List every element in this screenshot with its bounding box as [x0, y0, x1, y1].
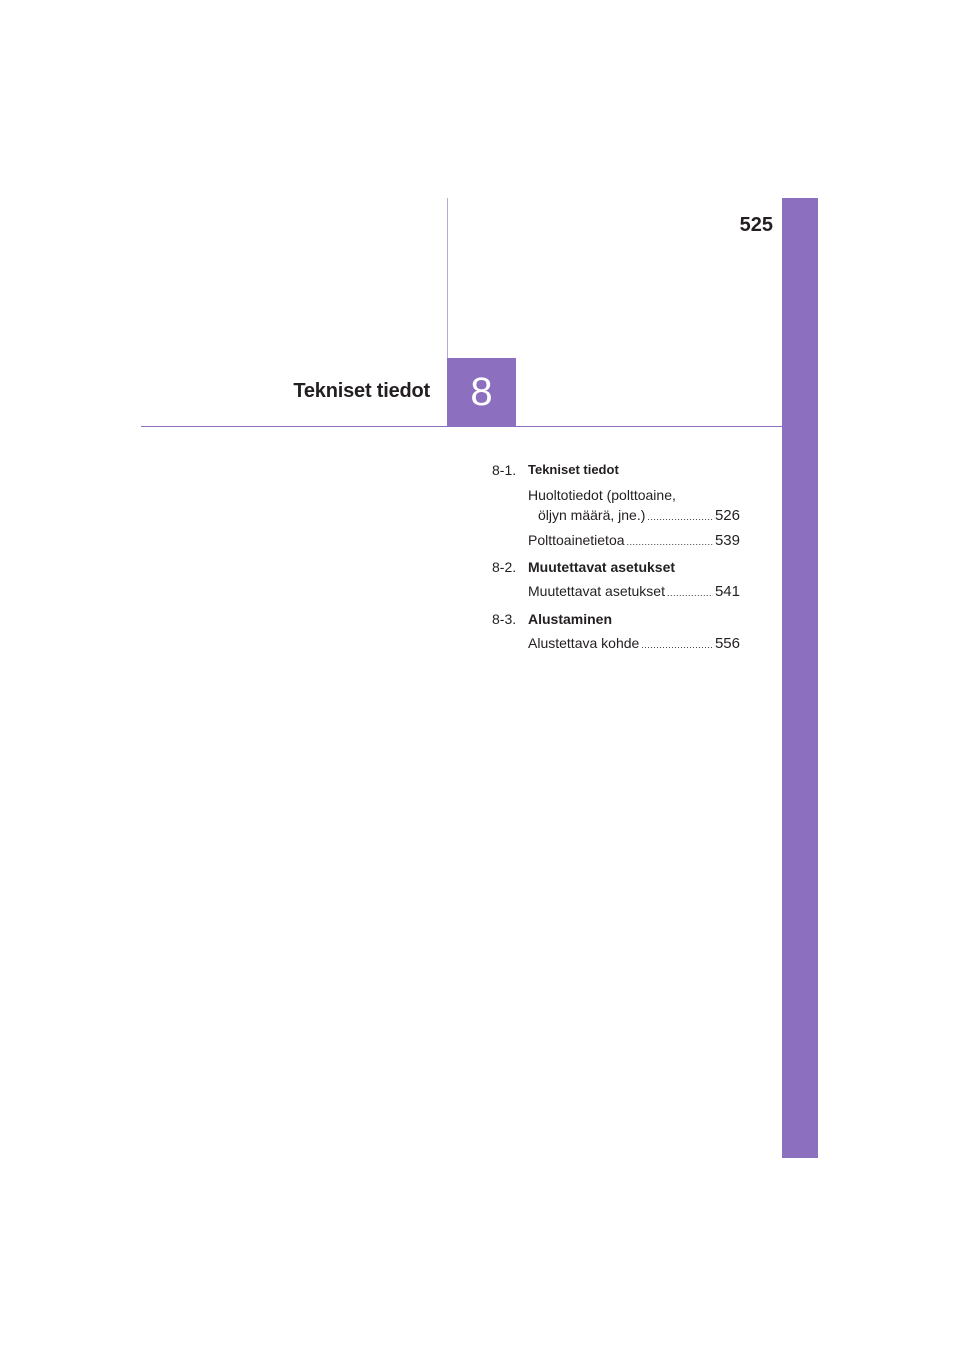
toc-entry-page: 539 [714, 532, 740, 549]
toc-entry[interactable] [528, 530, 740, 552]
toc-entry-text: Polttoainetietoa [528, 532, 625, 548]
toc-section-heading[interactable] [492, 609, 740, 629]
toc-entry-text: Muutettavat asetukset [528, 583, 665, 599]
toc-leader-dots [641, 635, 713, 655]
page-number: 525 [739, 214, 773, 236]
toc-entry[interactable] [528, 633, 740, 655]
toc-entry-page: 541 [714, 583, 740, 600]
chapter-number: 8 [470, 370, 493, 414]
toc-section-title: Alustaminen [528, 611, 613, 627]
toc-entry[interactable] [528, 485, 740, 527]
toc-entry-text-line2: öljyn määrä, jne.) [538, 507, 646, 523]
chapter-title: Tekniset tiedot [293, 380, 430, 402]
toc-entry-text: Alustettava kohde [528, 635, 640, 651]
toc-section-heading[interactable] [492, 460, 740, 480]
toc-entry-text-line1: Huoltotiedot (polttoaine, [528, 487, 676, 503]
chapter-side-tab [782, 198, 818, 1158]
toc-section-title: Tekniset tiedot [528, 462, 619, 477]
toc-section-number: 8-3. [492, 611, 517, 627]
toc-section-title: Muutettavat asetukset [528, 559, 676, 575]
toc-entry[interactable] [528, 581, 740, 603]
toc-section-heading[interactable] [492, 557, 740, 577]
toc-leader-dots [627, 532, 713, 552]
toc-section-8-1 [492, 460, 740, 549]
chapter-number-box [447, 358, 516, 427]
toc-entry-page: 526 [714, 507, 740, 524]
header-vertical-rule [447, 198, 448, 358]
toc-section-8-3 [492, 609, 740, 652]
toc-section-number: 8-2. [492, 559, 517, 575]
toc-leader-dots [667, 583, 713, 603]
toc-section-number: 8-1. [492, 462, 517, 478]
toc-section-8-2 [492, 557, 740, 600]
toc-entry-page: 556 [714, 635, 740, 652]
toc-leader-dots [647, 507, 713, 527]
